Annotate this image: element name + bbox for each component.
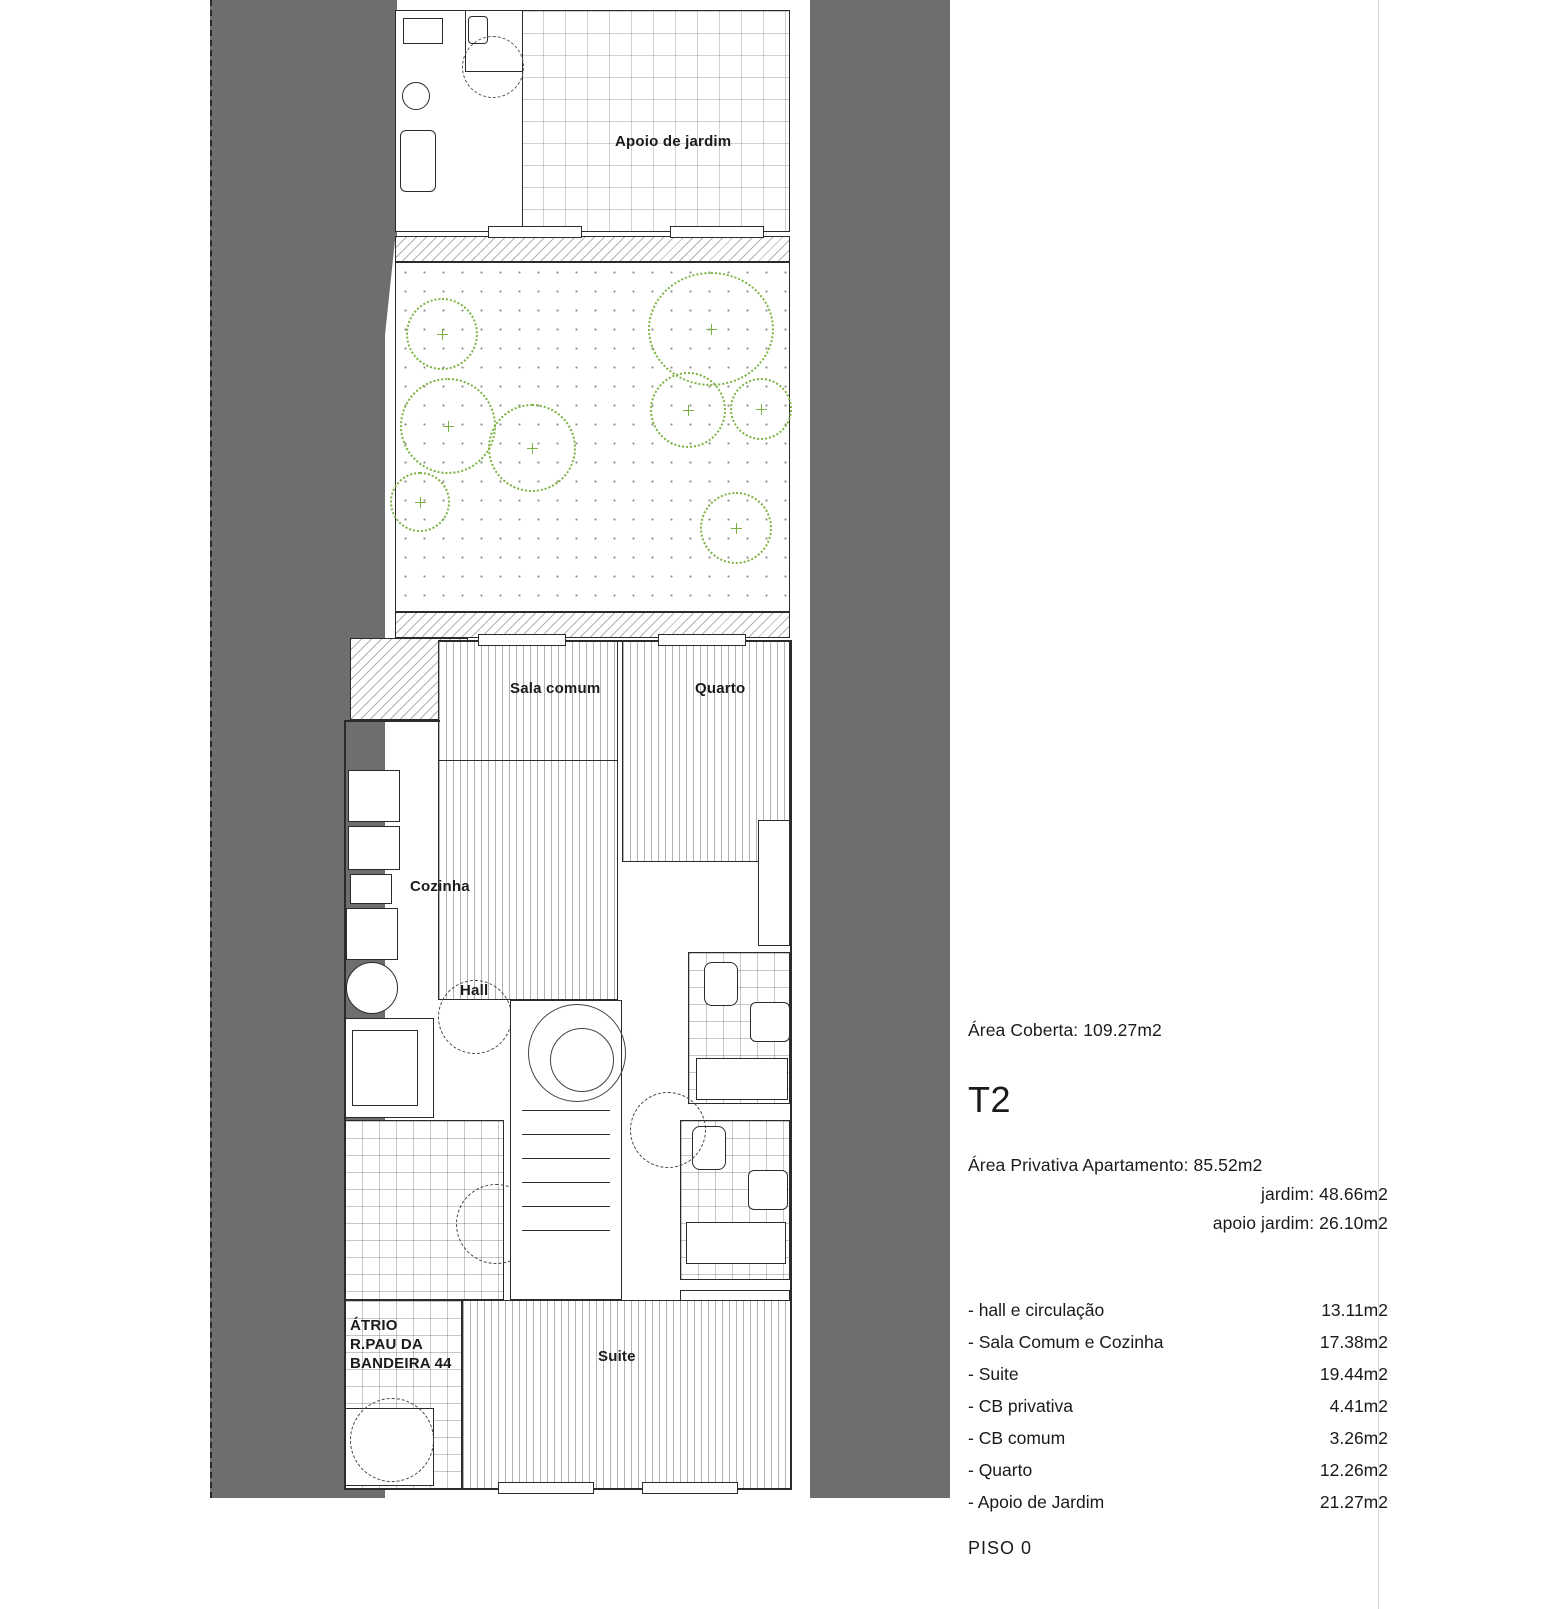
area-row-name: - Sala Comum e Cozinha — [968, 1332, 1164, 1352]
area-privativa-text: Área Privativa Apartamento: 85.52m2 — [968, 1155, 1263, 1175]
tree-icon — [400, 378, 496, 474]
door-swing-arc — [438, 980, 512, 1054]
basin-fixture — [750, 1002, 790, 1042]
bathtub-fixture — [686, 1222, 786, 1264]
area-row-value: 17.38m2 — [1319, 1332, 1388, 1352]
cabinet-fixture — [346, 908, 398, 960]
washing-machine-fixture — [346, 962, 398, 1014]
site-mass-right — [810, 0, 950, 1498]
label-atrio — [350, 1316, 452, 1373]
area-row-name: - hall e circulação — [968, 1300, 1105, 1320]
area-row-value: 12.26m2 — [1319, 1460, 1388, 1480]
area-row-value: 21.27m2 — [1319, 1492, 1388, 1512]
area-row — [968, 1300, 1388, 1321]
atrio-line-2: R.PAU DA — [350, 1336, 423, 1353]
area-row-value: 13.11m2 — [1321, 1300, 1388, 1320]
window — [498, 1482, 594, 1494]
area-row-name: - Apoio de Jardim — [968, 1492, 1105, 1512]
area-row — [968, 1364, 1388, 1385]
kitchen-storage-inner — [352, 1030, 418, 1106]
window — [478, 634, 566, 646]
door-swing-arc — [630, 1092, 706, 1168]
apoio-jardim-area-text: apoio jardim: 26.10m2 — [1212, 1213, 1388, 1233]
area-row-value: 19.44m2 — [1319, 1364, 1388, 1384]
counter-fixture — [350, 874, 392, 904]
tree-icon — [406, 298, 478, 370]
label-apoio-de-jardim: Apoio de jardim — [615, 133, 732, 150]
area-row — [968, 1492, 1388, 1513]
area-coberta-text: Área Coberta: 109.27m2 — [968, 1020, 1162, 1040]
tree-icon — [488, 404, 576, 492]
washer-fixture — [402, 82, 430, 110]
paving-band-top — [395, 236, 790, 262]
suite-floor — [462, 1300, 792, 1490]
info-panel — [968, 1020, 1388, 1524]
area-row-value: 3.26m2 — [1329, 1428, 1388, 1448]
label-suite: Suite — [598, 1348, 636, 1365]
area-row-name: - Suite — [968, 1364, 1019, 1384]
wall — [344, 720, 346, 1490]
tree-icon — [730, 378, 792, 440]
window — [658, 634, 746, 646]
floor-caption: PISO 0 — [968, 1538, 1033, 1558]
window — [488, 226, 582, 238]
label-quarto: Quarto — [695, 680, 746, 697]
basin-fixture — [748, 1170, 788, 1210]
jardim-area-text: jardim: 48.66m2 — [1261, 1184, 1388, 1204]
label-cozinha: Cozinha — [410, 878, 470, 895]
atrio-line-1: ÁTRIO — [350, 1317, 398, 1334]
area-row — [968, 1396, 1388, 1417]
label-sala-comum: Sala comum — [510, 680, 601, 697]
toilet-fixture — [704, 962, 738, 1006]
tree-icon — [390, 472, 450, 532]
wall — [790, 640, 792, 1490]
typology-title: T2 — [968, 1079, 1012, 1120]
apoio-de-jardim-floor — [520, 10, 790, 232]
window — [670, 226, 764, 238]
area-row-value: 4.41m2 — [1329, 1396, 1388, 1416]
label-hall: Hall — [460, 982, 489, 999]
tree-icon — [650, 372, 726, 448]
area-row-name: - CB privativa — [968, 1396, 1074, 1416]
area-row — [968, 1460, 1388, 1481]
door-swing-arc — [462, 36, 524, 98]
wall — [344, 720, 440, 722]
area-row-name: - CB comum — [968, 1428, 1066, 1448]
window — [642, 1482, 738, 1494]
area-row — [968, 1332, 1388, 1353]
door-swing-arc — [350, 1398, 434, 1482]
cooktop-fixture — [348, 826, 400, 870]
laundry-basin — [400, 130, 436, 192]
wardrobe — [758, 820, 790, 946]
area-row-name: - Quarto — [968, 1460, 1033, 1480]
sink-fixture — [403, 18, 443, 44]
oven-fixture — [348, 770, 400, 822]
bathtub-fixture — [696, 1058, 788, 1100]
tree-icon — [648, 272, 774, 386]
site-boundary-dashed — [210, 0, 212, 1498]
floor-plan-drawing — [210, 0, 950, 1498]
area-breakdown-list — [968, 1300, 1388, 1513]
atrio-line-3: BANDEIRA 44 — [350, 1355, 452, 1372]
stair-curve-arc-inner — [550, 1028, 614, 1092]
tree-icon — [700, 492, 772, 564]
area-row — [968, 1428, 1388, 1449]
